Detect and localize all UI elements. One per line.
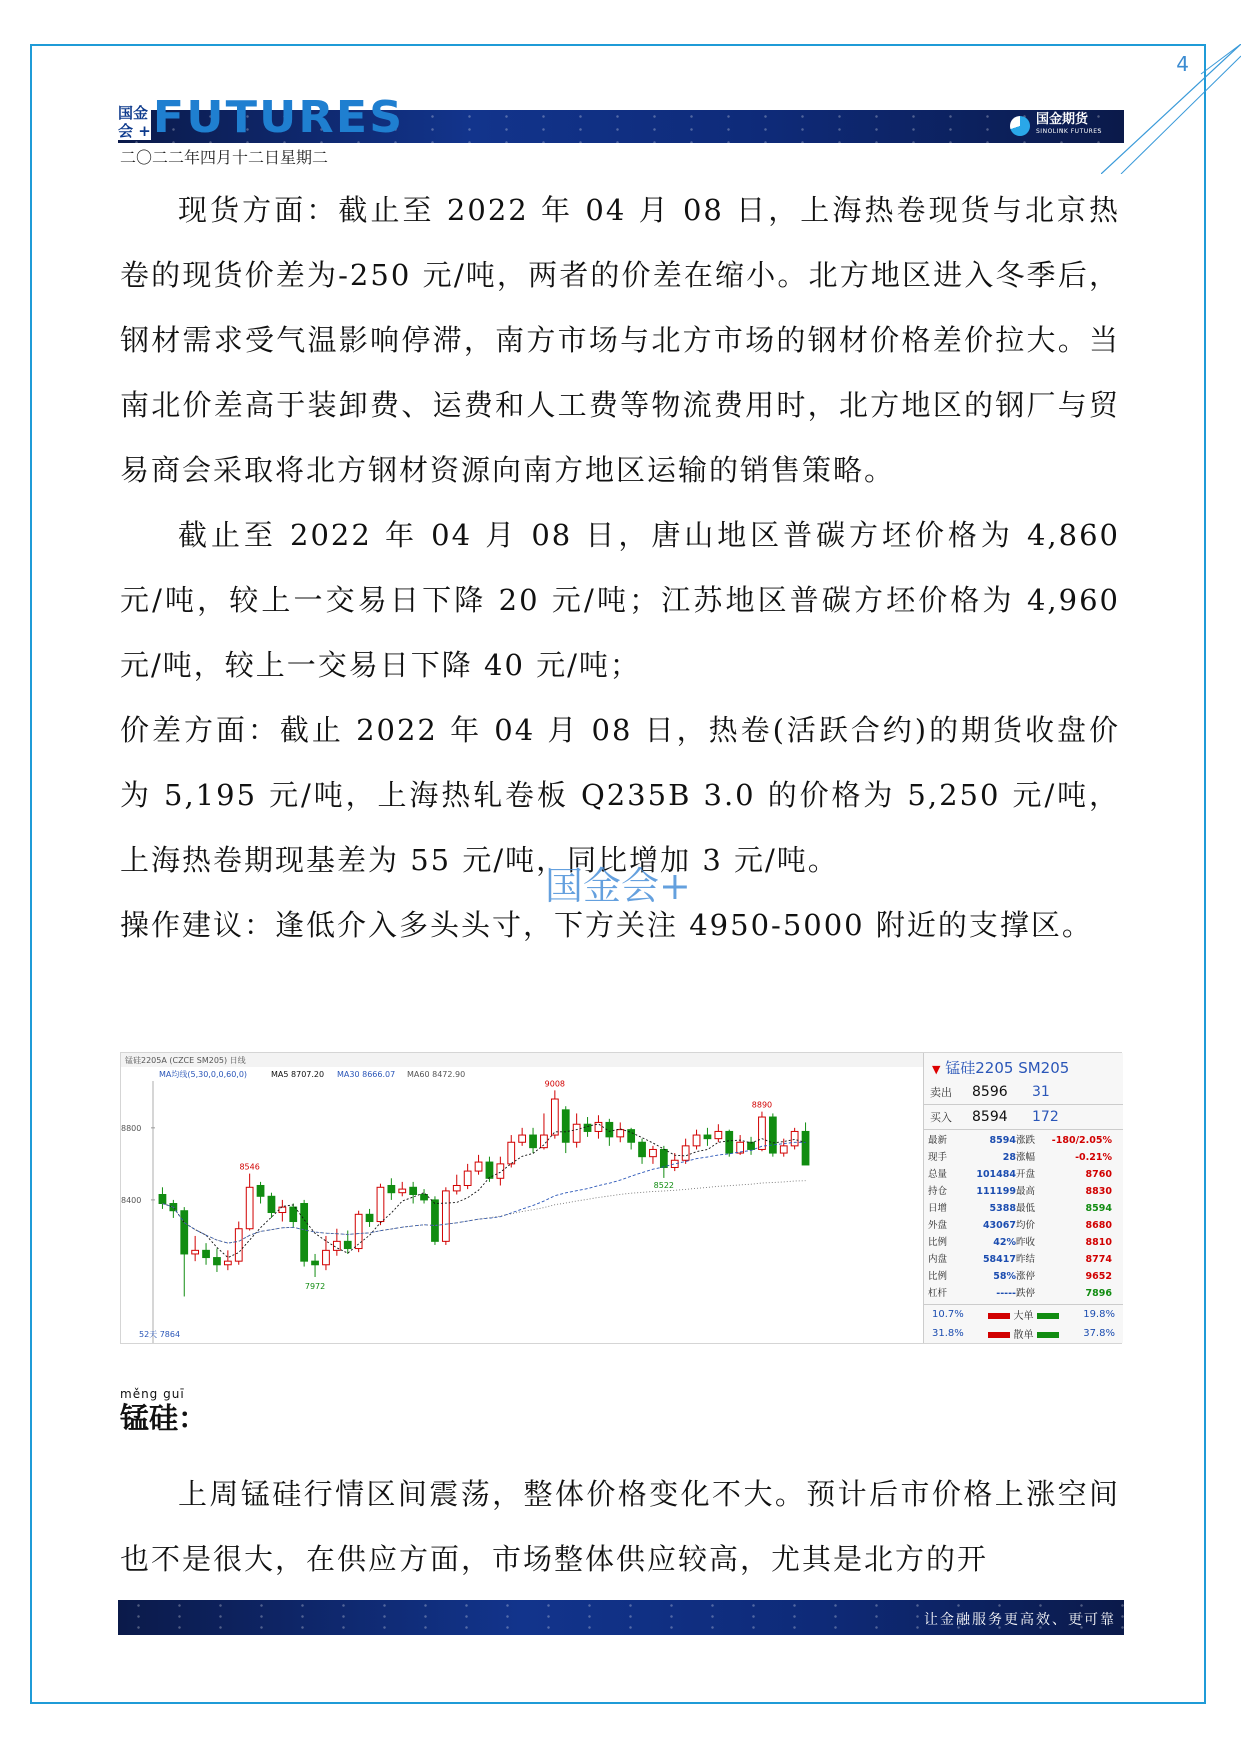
candle-body — [475, 1162, 482, 1171]
flow-right: 19.8% — [1083, 1309, 1115, 1320]
candle-body — [279, 1207, 286, 1212]
candle-body — [791, 1131, 798, 1145]
section-body — [120, 1462, 1120, 1592]
buy-price: 8594 — [972, 1109, 1008, 1125]
page-number: 4 — [1176, 52, 1189, 76]
stat-value: 43067 — [982, 1220, 1016, 1231]
candle-body — [650, 1149, 657, 1156]
flow-right: 37.8% — [1083, 1328, 1115, 1339]
candle-body — [388, 1185, 395, 1192]
stat-value: 28 — [1002, 1152, 1016, 1163]
stat-value: 8594 — [989, 1135, 1016, 1146]
paragraph-spot: 现货方面：截止至 2022 年 04 月 08 日，上海热卷现货与北京热卷的现货价差为-250 元/吨，两者的价差在缩小。北方地区进入冬季后，钢材需求受气温影响停滞，南方市场与北方市场的钢材价格差价拉大。当南北价差高于装卸费、运费和人工费等物流费用时，北方地区的钢厂与贸易商会采取将北方钢材资源向南方地区运输的销售策略。 — [120, 193, 1120, 487]
stat-value: 58% — [993, 1271, 1016, 1282]
section-pinyin: měng guī — [120, 1387, 185, 1401]
sell-price: 8596 — [972, 1084, 1008, 1100]
logo-futures: FUTURES — [152, 91, 405, 143]
stat-label: 持仓 — [928, 1186, 948, 1197]
candle-body — [715, 1131, 722, 1138]
candle-body — [235, 1229, 242, 1261]
stat-value: 7896 — [1085, 1288, 1112, 1299]
stat-value: 8774 — [1085, 1254, 1112, 1265]
stat-label: 昨结 — [1016, 1254, 1036, 1265]
candle-body — [693, 1135, 700, 1146]
brand-mark-icon — [1010, 116, 1030, 136]
candle-body — [159, 1195, 166, 1204]
logo — [118, 88, 405, 143]
candle-body — [224, 1261, 231, 1265]
corner-decoration — [1101, 44, 1241, 174]
stat-label: 涨停 — [1016, 1271, 1036, 1282]
sell-volume: 31 — [1032, 1084, 1050, 1100]
stat-value: 8830 — [1085, 1186, 1112, 1197]
stat-label: 涨幅 — [1016, 1152, 1036, 1163]
stat-label: 均价 — [1016, 1220, 1036, 1231]
indicator-label: MA均线(5,30,0,0,60,0) — [159, 1070, 248, 1079]
stat-value: 58417 — [982, 1254, 1016, 1265]
candle-body — [377, 1187, 384, 1221]
candle-body — [617, 1130, 624, 1137]
stat-label: 涨跌 — [1016, 1135, 1036, 1146]
paragraph-advice: 操作建议：逢低介入多头头寸，下方关注 4950-5000 附近的支撑区。 — [120, 908, 1093, 942]
body-text — [120, 178, 1120, 958]
candle-body — [301, 1204, 308, 1262]
paragraph-spread: 价差方面：截止 2022 年 04 月 08 日，热卷(活跃合约)的期货收盘价为 5,195 元/吨，上海热轧卷板 Q235B 3.0 的价格为 5,250 元/吨，上海热卷期现基差为 55 元/吨，同比增加 3 元/吨。 — [120, 713, 1120, 877]
candle-body — [639, 1142, 646, 1156]
candle-body — [530, 1135, 537, 1148]
brand-en: SINOLINK FUTURES — [1036, 128, 1102, 135]
price-annotation: 8890 — [751, 1100, 773, 1110]
candle-body — [257, 1185, 264, 1196]
brand-cn: 国金期货 — [1036, 112, 1089, 127]
stat-value: 42% — [993, 1237, 1016, 1248]
candle-body — [246, 1187, 253, 1228]
stat-label: 日增 — [928, 1203, 948, 1214]
candle-body — [410, 1187, 417, 1194]
stat-label: 最低 — [1016, 1203, 1036, 1214]
candle-body — [541, 1135, 548, 1148]
candle-body — [682, 1146, 689, 1160]
flow-row — [924, 1324, 1123, 1343]
quote-stats — [924, 1129, 1123, 1304]
candle-body — [769, 1117, 776, 1153]
stat-label: 开盘 — [1016, 1169, 1036, 1180]
candle-body — [551, 1099, 558, 1135]
candle-body — [780, 1146, 787, 1153]
candle-body — [453, 1185, 460, 1190]
quote-panel — [923, 1053, 1123, 1343]
candle-body — [192, 1250, 199, 1254]
stat-value: 9652 — [1085, 1271, 1112, 1282]
price-annotation: 8522 — [653, 1180, 675, 1190]
candle-body — [442, 1191, 449, 1241]
stat-value: 8594 — [1085, 1203, 1112, 1214]
candle-body — [595, 1122, 602, 1131]
ma5-label: MA5 8707.20 — [271, 1070, 325, 1079]
stat-value: 8680 — [1085, 1220, 1112, 1231]
candle-body — [268, 1196, 275, 1212]
candlestick-chart — [120, 1052, 1122, 1344]
logo-cn-bottom: 会 + — [118, 122, 151, 140]
stat-label: 总量 — [928, 1169, 948, 1180]
candle-body — [355, 1214, 362, 1248]
stat-value: ----- — [996, 1288, 1016, 1299]
candle-body — [323, 1250, 330, 1264]
candle-body — [214, 1258, 221, 1265]
stat-value: -0.21% — [1075, 1152, 1112, 1163]
stat-label: 内盘 — [928, 1254, 948, 1265]
section-title: 锰硅： — [120, 1401, 208, 1435]
stat-label: 昨收 — [1016, 1237, 1036, 1248]
stat-value: 111199 — [976, 1186, 1016, 1197]
ma30-label: MA30 8666.07 — [337, 1070, 396, 1079]
sell-label: 卖出 — [930, 1086, 952, 1099]
buy-volume: 172 — [1032, 1109, 1059, 1125]
low-annotation: 52天 7864 — [139, 1330, 181, 1339]
stat-label: 比例 — [928, 1271, 948, 1282]
candle-body — [584, 1124, 591, 1131]
candle-body — [432, 1200, 439, 1241]
candle-body — [366, 1214, 373, 1221]
stat-label: 比例 — [928, 1237, 948, 1248]
price-annotation: 9008 — [544, 1079, 566, 1089]
report-date: 二〇二二年四月十二日星期二 — [120, 148, 329, 167]
flow-row — [924, 1305, 1123, 1324]
footer-banner — [118, 1600, 1124, 1635]
ma60-label: MA60 8472.90 — [407, 1070, 466, 1079]
candle-body — [312, 1261, 319, 1265]
candle-body — [660, 1149, 667, 1167]
order-flow — [924, 1304, 1123, 1343]
flow-label: 散单 — [988, 1326, 1058, 1341]
flow-left: 10.7% — [932, 1309, 964, 1320]
sell-row — [924, 1080, 1123, 1104]
candle-body — [464, 1171, 471, 1185]
logo-cn-top: 国金 — [118, 104, 151, 122]
candle-body — [562, 1110, 569, 1142]
stat-value: 8810 — [1085, 1237, 1112, 1248]
candle-body — [508, 1142, 515, 1164]
candle-body — [802, 1131, 809, 1165]
stat-label: 最高 — [1016, 1186, 1036, 1197]
candle-body — [704, 1135, 711, 1139]
candle-body — [181, 1211, 188, 1254]
stat-label: 现手 — [928, 1152, 948, 1163]
candle-body — [519, 1135, 526, 1142]
flow-left: 31.8% — [932, 1328, 964, 1339]
price-annotation: 7972 — [304, 1282, 326, 1292]
brand-logo — [1010, 114, 1102, 138]
candle-body — [486, 1162, 493, 1178]
candle-body — [399, 1189, 406, 1193]
paragraph-mnsi: 上周锰硅行情区间震荡，整体价格变化不大。预计后市价格上涨空间也不是很大，在供应方面，市场整体供应较高，尤其是北方的开 — [120, 1477, 1120, 1576]
stat-value: 8760 — [1085, 1169, 1112, 1180]
candle-body — [497, 1164, 504, 1178]
stat-label: 杠杆 — [928, 1288, 948, 1299]
candle-body — [290, 1207, 297, 1221]
stat-value: -180/2.05% — [1051, 1135, 1112, 1146]
candle-body — [759, 1117, 766, 1149]
kline-plot — [121, 1053, 923, 1343]
footer-slogan: 让金融服务更高效、更可靠 — [924, 1612, 1116, 1628]
y-tick-label: 8800 — [121, 1123, 142, 1133]
buy-label: 买入 — [930, 1111, 952, 1124]
marker-icon: ▼ — [932, 1063, 941, 1076]
buy-row — [924, 1104, 1123, 1129]
candle-body — [203, 1250, 210, 1257]
section-header — [120, 1387, 207, 1435]
quote-title: 锰硅2205 SM205 — [945, 1059, 1070, 1077]
chart-symbol-label: 锰硅2205A (CZCE SM205) 日线 — [125, 1056, 246, 1065]
stat-label: 外盘 — [928, 1220, 948, 1231]
candle-body — [671, 1160, 678, 1167]
candle-body — [344, 1241, 351, 1248]
candle-body — [573, 1124, 580, 1142]
flow-label: 大单 — [988, 1307, 1058, 1322]
stat-label: 跌停 — [1016, 1288, 1036, 1299]
paragraph-billet: 截止至 2022 年 04 月 08 日，唐山地区普碳方坯价格为 4,860 元/吨，较上一交易日下降 20 元/吨；江苏地区普碳方坯价格为 4,960 元/吨，较上一交易日下降 40 元/吨； — [120, 518, 1120, 682]
stat-value: 5388 — [989, 1203, 1016, 1214]
y-tick-label: 8400 — [121, 1195, 142, 1205]
watermark: 国金会+ — [545, 864, 691, 908]
candle-body — [421, 1195, 428, 1200]
stat-value: 101484 — [976, 1169, 1016, 1180]
price-annotation: 8546 — [239, 1162, 260, 1172]
candle-body — [726, 1131, 733, 1153]
stat-label: 最新 — [928, 1135, 948, 1146]
